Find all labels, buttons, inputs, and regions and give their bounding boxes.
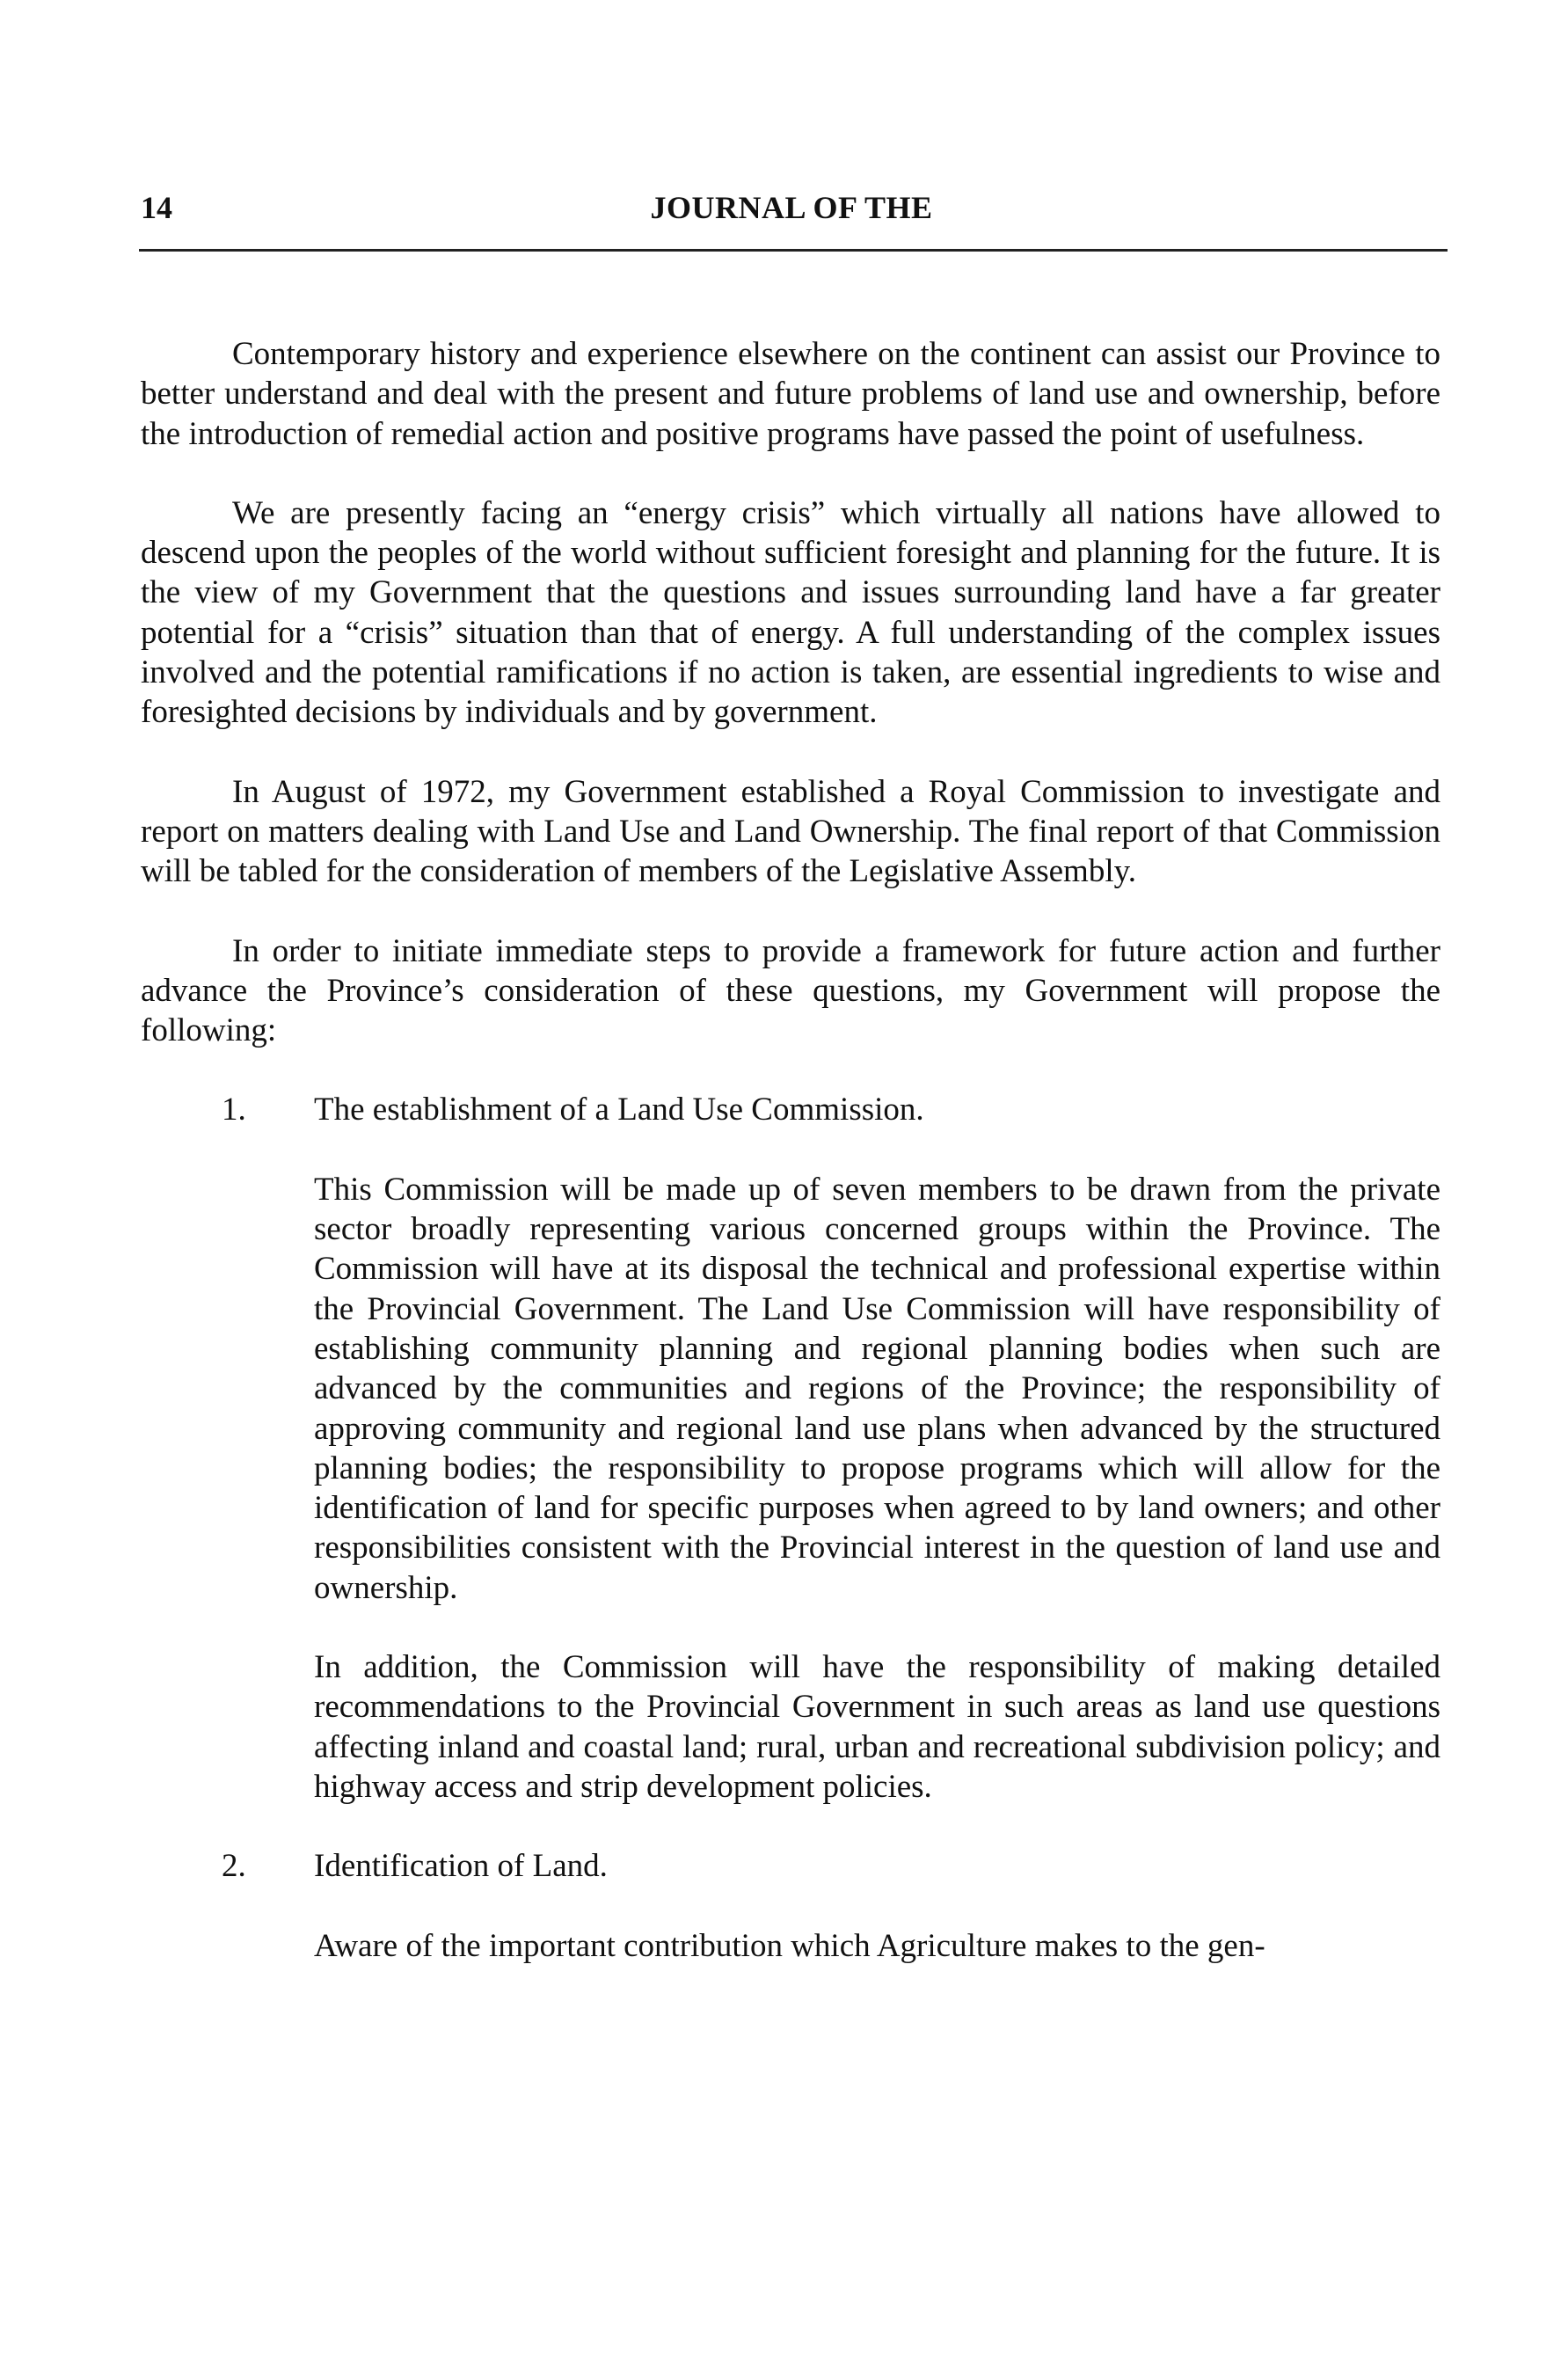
list-item-title: The establishment of a Land Use Commission. (314, 1092, 924, 1128)
list-item-identification-of-land (141, 1846, 1440, 1966)
paragraph-energy-crisis: We are presently facing an “energy crisis” which virtually all nations have allowed to descend upon the peoples of the world without sufficient foresight and planning for the future. It is the view of my Government that the questions and issues surrounding land have a far greater potential for a “crisis” situation than that of energy. A full understanding of the complex issues involved and the potential ramifications if no action is taken, are essential ingredients to wise and foresighted decisions by individuals and by government. (141, 494, 1440, 731)
list-item-number: 1. (222, 1092, 246, 1128)
list-item-paragraph: This Commission will be made up of seven members to be drawn from the private sector broadly representing various concerned groups within the Province. The Commission will have at its disposal the technical and professional expertise within the Provincial Government. The Land Use Commission will have responsibility of establishing community planning and regional planning bodies when such are advanced by the communities and regions of the Province; the responsibility of approving community and regional land use plans when advanced by the structured planning bodies; the responsibility to propose programs which will allow for the identification of land for specific purposes when agreed to by land owners; and other responsibilities consistent with the Provincial interest in the question of land use and ownership. (314, 1171, 1440, 1606)
running-head: JOURNAL OF THE (650, 190, 933, 225)
paragraph-framework-proposal: In order to initiate immediate steps to provide a framework for future action and further advance the Province’s consideration of these questions, my Government will propose the following: (141, 932, 1440, 1049)
paragraph-contemporary-history: Contemporary history and experience elsewhere on the continent can assist our Province to better understand and deal with the present and future problems of land use and ownership, before the introduction of remedial action and positive programs have passed the point of usefulness. (141, 336, 1440, 452)
body-text (141, 334, 1440, 1966)
paragraph-royal-commission: In August of 1972, my Government established a Royal Commission to investigate and report on matters dealing with Land Use and Land Ownership. The final report of that Commission will be tabled for the consideration of members of the Legislative Assembly. (141, 773, 1440, 890)
list-item-number: 2. (222, 1848, 246, 1885)
page-number: 14 (141, 190, 172, 225)
page-header (141, 189, 1442, 242)
list-item-paragraph: Aware of the important contribution which Agriculture makes to the gen- (314, 1927, 1265, 1964)
list-item-title: Identification of Land. (314, 1848, 608, 1885)
list-item-paragraph: In addition, the Commission will have the responsibility of making detailed recommendations to the Provincial Government in such areas as land use questions affecting inland and coastal land; rural, urban and recreational subdivision policy; and highway access and strip development policies. (314, 1649, 1440, 1805)
list-item-land-use-commission (141, 1090, 1440, 1807)
header-rule (139, 249, 1448, 252)
